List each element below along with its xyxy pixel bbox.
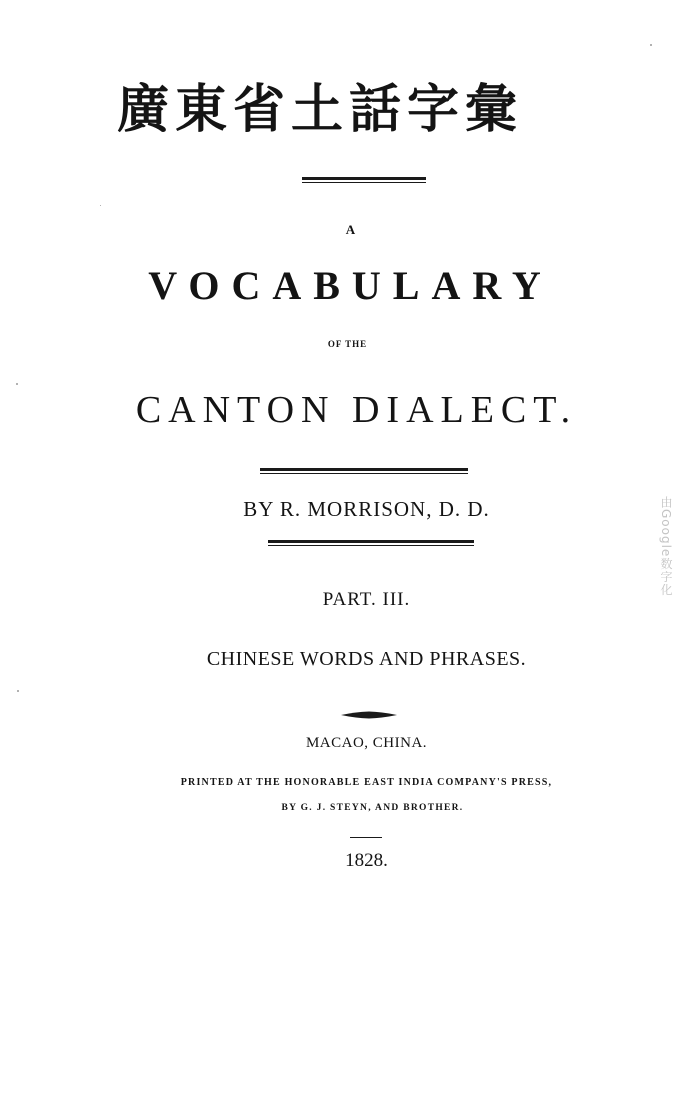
year-rule [350,837,382,838]
author-line: BY R. MORRISON, D. D. [243,497,490,521]
printed-at-line: PRINTED AT THE HONORABLE EAST INDIA COMPANY'S PRESS, [180,777,553,788]
paper-speck [16,383,18,385]
publication-year: 1828. [345,850,388,871]
printer-line: BY G. J. STEYN, AND BROTHER. [281,803,464,813]
title-of-the: OF THE [327,339,368,349]
title-rule-middle [260,468,468,474]
title-vocabulary: VOCABULARY [148,263,553,308]
paper-speck [650,44,652,46]
paper-speck [17,690,19,692]
title-canton-dialect: CANTON DIALECT. [135,389,578,431]
title-rule-top [302,177,426,183]
chinese-title: 廣東省土話字彙 [117,79,524,140]
part-subtitle: CHINESE WORDS AND PHRASES. [206,648,527,670]
part-number: PART. III. [322,589,411,610]
paper-speck [100,205,101,206]
google-digitized-watermark: 由Google数字化 [659,496,673,597]
article-a: A [345,222,356,237]
author-rule [268,540,474,546]
publication-place: MACAO, CHINA. [305,735,428,751]
ornament-dash [341,711,397,719]
